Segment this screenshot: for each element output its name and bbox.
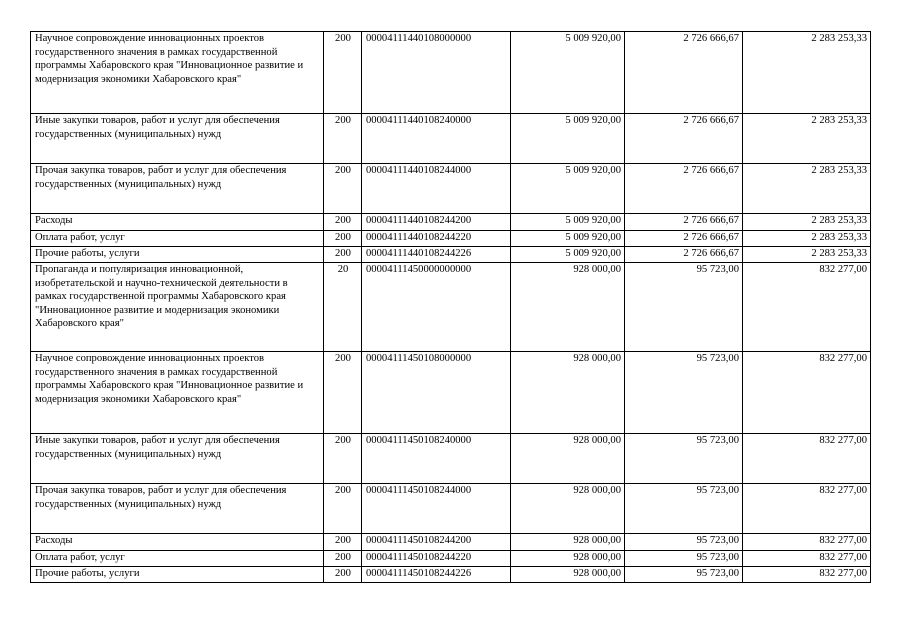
table-row	[31, 231, 871, 247]
approved-amount-cell: 5 009 920,00	[511, 32, 625, 114]
expense-name-cell: Прочая закупка товаров, работ и услуг для обеспечения государственных (муниципальных) нужд	[31, 164, 324, 214]
table-row	[31, 551, 871, 567]
remaining-amount-cell: 832 277,00	[743, 434, 871, 484]
executed-amount-cell: 2 726 666,67	[625, 32, 743, 114]
executed-amount-cell: 2 726 666,67	[625, 164, 743, 214]
executed-amount-cell: 2 726 666,67	[625, 231, 743, 247]
budget-classification-code-cell: 00004111450108000000	[362, 352, 511, 434]
approved-amount-cell: 5 009 920,00	[511, 247, 625, 263]
expense-name-cell: Научное сопровождение инновационных проектов государственного значения в рамках государственной программы Хабаровского края "Инновационное развитие и модернизация экономики Хабаровского края"	[31, 32, 324, 114]
table-row	[31, 534, 871, 551]
table-row	[31, 247, 871, 263]
line-code-cell: 20	[324, 263, 362, 352]
approved-amount-cell: 928 000,00	[511, 352, 625, 434]
budget-classification-code-cell: 00004111450108244220	[362, 551, 511, 567]
table-row	[31, 567, 871, 583]
expense-name-cell: Расходы	[31, 214, 324, 231]
executed-amount-cell: 95 723,00	[625, 534, 743, 551]
expense-name-cell: Прочие работы, услуги	[31, 567, 324, 583]
budget-execution-table	[30, 31, 871, 583]
budget-classification-code-cell: 00004111450108244226	[362, 567, 511, 583]
table-row	[31, 352, 871, 434]
table-body	[31, 32, 871, 583]
budget-classification-code-cell: 00004111440108240000	[362, 114, 511, 164]
approved-amount-cell: 928 000,00	[511, 263, 625, 352]
budget-classification-code-cell: 00004111440108244226	[362, 247, 511, 263]
expense-name-cell: Прочие работы, услуги	[31, 247, 324, 263]
table-row	[31, 434, 871, 484]
executed-amount-cell: 95 723,00	[625, 263, 743, 352]
remaining-amount-cell: 2 283 253,33	[743, 114, 871, 164]
approved-amount-cell: 5 009 920,00	[511, 114, 625, 164]
remaining-amount-cell: 832 277,00	[743, 352, 871, 434]
executed-amount-cell: 95 723,00	[625, 567, 743, 583]
table-row	[31, 214, 871, 231]
approved-amount-cell: 928 000,00	[511, 567, 625, 583]
executed-amount-cell: 2 726 666,67	[625, 114, 743, 164]
table-row	[31, 484, 871, 534]
executed-amount-cell: 95 723,00	[625, 484, 743, 534]
expense-name-cell: Иные закупки товаров, работ и услуг для обеспечения государственных (муниципальных) нужд	[31, 434, 324, 484]
approved-amount-cell: 928 000,00	[511, 551, 625, 567]
line-code-cell: 200	[324, 231, 362, 247]
budget-classification-code-cell: 00004111440108244220	[362, 231, 511, 247]
line-code-cell: 200	[324, 247, 362, 263]
approved-amount-cell: 5 009 920,00	[511, 164, 625, 214]
remaining-amount-cell: 2 283 253,33	[743, 231, 871, 247]
line-code-cell: 200	[324, 567, 362, 583]
table-row	[31, 263, 871, 352]
remaining-amount-cell: 2 283 253,33	[743, 164, 871, 214]
expense-name-cell: Научное сопровождение инновационных проектов государственного значения в рамках государственной программы Хабаровского края "Инновационное развитие и модернизация экономики Хабаровского края"	[31, 352, 324, 434]
approved-amount-cell: 928 000,00	[511, 534, 625, 551]
remaining-amount-cell: 2 283 253,33	[743, 214, 871, 231]
line-code-cell: 200	[324, 164, 362, 214]
table-row	[31, 114, 871, 164]
expense-name-cell: Расходы	[31, 534, 324, 551]
budget-classification-code-cell: 00004111440108244000	[362, 164, 511, 214]
line-code-cell: 200	[324, 114, 362, 164]
executed-amount-cell: 2 726 666,67	[625, 247, 743, 263]
budget-classification-code-cell: 00004111450000000000	[362, 263, 511, 352]
expense-name-cell: Оплата работ, услуг	[31, 551, 324, 567]
remaining-amount-cell: 2 283 253,33	[743, 32, 871, 114]
executed-amount-cell: 95 723,00	[625, 352, 743, 434]
approved-amount-cell: 5 009 920,00	[511, 231, 625, 247]
remaining-amount-cell: 832 277,00	[743, 263, 871, 352]
line-code-cell: 200	[324, 534, 362, 551]
table-row	[31, 32, 871, 114]
budget-classification-code-cell: 00004111440108000000	[362, 32, 511, 114]
line-code-cell: 200	[324, 484, 362, 534]
expense-name-cell: Пропаганда и популяризация инновационной, изобретательской и научно-технической деятельности в рамках государственной программы Хабаровского края "Инновационное развитие и модернизация экономики Хабаровского края"	[31, 263, 324, 352]
line-code-cell: 200	[324, 551, 362, 567]
approved-amount-cell: 928 000,00	[511, 484, 625, 534]
executed-amount-cell: 95 723,00	[625, 434, 743, 484]
executed-amount-cell: 95 723,00	[625, 551, 743, 567]
approved-amount-cell: 928 000,00	[511, 434, 625, 484]
line-code-cell: 200	[324, 352, 362, 434]
executed-amount-cell: 2 726 666,67	[625, 214, 743, 231]
remaining-amount-cell: 832 277,00	[743, 484, 871, 534]
expense-name-cell: Прочая закупка товаров, работ и услуг для обеспечения государственных (муниципальных) нужд	[31, 484, 324, 534]
approved-amount-cell: 5 009 920,00	[511, 214, 625, 231]
expense-name-cell: Иные закупки товаров, работ и услуг для обеспечения государственных (муниципальных) нужд	[31, 114, 324, 164]
remaining-amount-cell: 2 283 253,33	[743, 247, 871, 263]
table-row	[31, 164, 871, 214]
budget-classification-code-cell: 00004111450108244200	[362, 534, 511, 551]
line-code-cell: 200	[324, 214, 362, 231]
budget-classification-code-cell: 00004111440108244200	[362, 214, 511, 231]
budget-classification-code-cell: 00004111450108240000	[362, 434, 511, 484]
remaining-amount-cell: 832 277,00	[743, 534, 871, 551]
remaining-amount-cell: 832 277,00	[743, 567, 871, 583]
expense-name-cell: Оплата работ, услуг	[31, 231, 324, 247]
remaining-amount-cell: 832 277,00	[743, 551, 871, 567]
line-code-cell: 200	[324, 32, 362, 114]
line-code-cell: 200	[324, 434, 362, 484]
budget-classification-code-cell: 00004111450108244000	[362, 484, 511, 534]
